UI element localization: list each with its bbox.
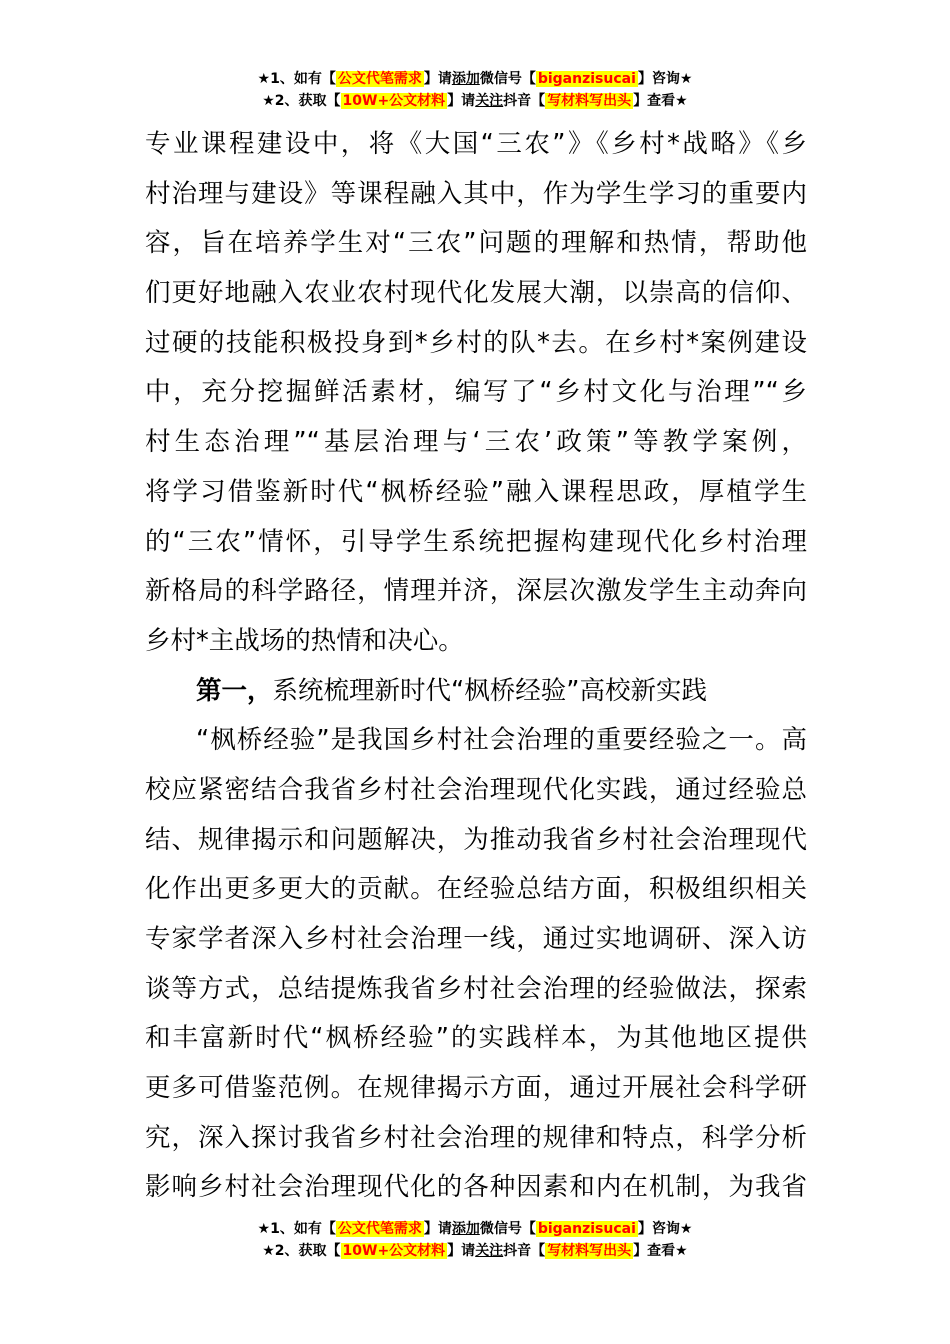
text-line: 过硬的技能积极投身到*乡村的队*去。在乡村*案例建设	[145, 327, 807, 358]
section-heading-text: 系统梳理新时代“枫桥经验”高校新实践	[272, 675, 707, 706]
text-line: “枫桥经验”是我国乡村社会治理的重要经验之一。高	[196, 725, 807, 756]
highlight-need: 公文代笔需求	[337, 1221, 422, 1237]
section-heading-lead: 第一，	[196, 675, 273, 706]
text-line: 乡村*主战场的热情和决心。	[145, 625, 464, 656]
highlight-wechat-id: biganzisucai	[537, 1221, 636, 1237]
highlight-materials: 10W+公文材料	[342, 93, 446, 109]
text-line: 村生态治理”“基层治理与‘三农’政策”等教学案例，	[145, 427, 807, 458]
paragraph-2	[145, 716, 807, 1210]
banner-line-2: ★2、获取【 10W+公文材料 】请关注抖音【 写材料写出头 】查看★	[262, 93, 688, 109]
text-line: 校应紧密结合我省乡村社会治理现代化实践，通过经验总	[145, 774, 807, 805]
highlight-douyin: 写材料写出头	[547, 1243, 632, 1259]
text-line: 们更好地融入农业农村现代化发展大潮，以崇高的信仰、	[145, 278, 807, 309]
text-line: 和丰富新时代“枫桥经验”的实践样本，为其他地区提供	[145, 1023, 807, 1054]
text-line: 结、规律揭示和问题解决，为推动我省乡村社会治理现代	[145, 824, 807, 855]
text-line: 新格局的科学路径，情理并济，深层次激发学生主动奔向	[145, 576, 807, 607]
text-line: 容，旨在培养学生对“三农”问题的理解和热情，帮助他	[145, 228, 807, 259]
text-line: 谈等方式，总结提炼我省乡村社会治理的经验做法，探索	[145, 973, 807, 1004]
document-body	[145, 120, 807, 1210]
text-line: 村治理与建设》等课程融入其中，作为学生学习的重要内	[145, 178, 807, 209]
banner-line-2: ★2、获取【 10W+公文材料 】请关注抖音【 写材料写出头 】查看★	[262, 1243, 688, 1259]
header-banner	[0, 68, 950, 112]
banner-line-1: ★1、如有【 公文代笔需求 】请添加微信号【 biganzisucai 】咨询★	[257, 71, 693, 87]
paragraph-1	[145, 120, 807, 667]
highlight-materials: 10W+公文材料	[342, 1243, 446, 1259]
text-line: 影响乡村社会治理现代化的各种因素和内在机制，为我省	[145, 1172, 807, 1203]
text-line: 中，充分挖掘鲜活素材，编写了“乡村文化与治理”“乡	[145, 377, 807, 408]
footer-banner	[0, 1218, 950, 1262]
text-line: 究，深入探讨我省乡村社会治理的规律和特点，科学分析	[145, 1122, 807, 1153]
highlight-wechat-id: biganzisucai	[537, 71, 636, 87]
text-line: 的“三农”情怀，引导学生系统把握构建现代化乡村治理	[145, 526, 807, 557]
text-line: 将学习借鉴新时代“枫桥经验”融入课程思政，厚植学生	[145, 476, 807, 507]
banner-line-1: ★1、如有【 公文代笔需求 】请添加微信号【 biganzisucai 】咨询★	[257, 1221, 693, 1237]
highlight-douyin: 写材料写出头	[547, 93, 632, 109]
text-line: 更多可借鉴范例。在规律揭示方面，通过开展社会科学研	[145, 1073, 807, 1104]
section-heading	[145, 667, 807, 717]
text-line: 专业课程建设中，将《大国“三农”》《乡村*战略》《乡	[145, 129, 807, 159]
text-line: 专家学者深入乡村社会治理一线，通过实地调研、深入访	[145, 924, 807, 954]
text-line: 化作出更多更大的贡献。在经验总结方面，积极组织相关	[145, 874, 807, 905]
highlight-need: 公文代笔需求	[337, 71, 422, 87]
